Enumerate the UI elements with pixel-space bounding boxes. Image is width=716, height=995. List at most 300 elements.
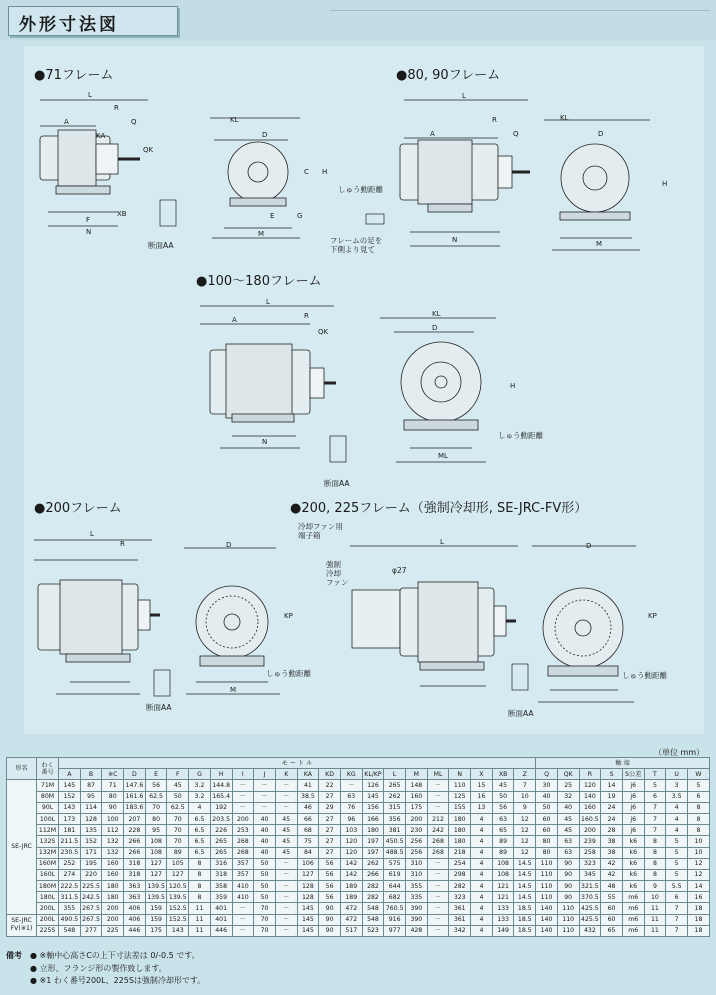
value-cell: 56 [319,881,341,892]
value-cell: 108 [492,858,514,869]
value-cell: 9 [644,881,666,892]
section-aa-225: 断面AA [508,709,534,718]
value-cell: 144.8 [210,780,232,791]
col-header: B [80,769,102,780]
value-cell: 27 [319,847,341,858]
value-cell: 80 [145,813,167,824]
value-cell: 70 [254,914,276,925]
value-cell: 406 [124,903,146,914]
value-cell: 121 [492,892,514,903]
value-cell: 108 [492,869,514,880]
value-cell: 6 [666,892,688,903]
value-cell: 45 [275,836,297,847]
value-cell: 90 [319,914,341,925]
forced-cooling-fan-note: 強制 冷却 ファン [326,560,349,587]
value-cell: 4 [666,802,688,813]
value-cell: 200 [406,813,428,824]
col-header: QK [557,769,579,780]
value-cell: 155 [449,802,471,813]
table-row [7,881,710,892]
value-cell: 11 [189,903,211,914]
dim-L-71: L [88,91,92,99]
value-cell: － [275,881,297,892]
value-cell: － [254,802,276,813]
motor-200-side-view [34,540,160,694]
dim-KP-225: KP [648,612,657,620]
value-cell: 60 [536,813,558,824]
value-cell: 197 [362,836,384,847]
value-cell: 401 [210,914,232,925]
value-cell: 363 [124,881,146,892]
value-cell: 4 [471,836,493,847]
table-row [7,802,710,813]
value-cell: 4 [471,869,493,880]
value-cell: 70 [145,802,167,813]
value-cell: 8 [687,825,709,836]
col-header: D [124,769,146,780]
value-cell: 142 [340,858,362,869]
value-cell: 11 [644,925,666,936]
value-cell: m6 [622,925,644,936]
table-row [7,914,710,925]
value-cell: 298 [449,869,471,880]
value-cell: 277 [80,925,102,936]
value-cell: k6 [622,836,644,847]
value-cell: 63 [340,791,362,802]
value-cell: 110 [557,903,579,914]
value-cell: 171 [80,847,102,858]
value-cell: 548 [362,914,384,925]
value-cell: 323 [579,858,601,869]
frame-cell: 180L [37,892,59,903]
value-cell: 318 [124,858,146,869]
value-cell: 6.5 [189,847,211,858]
section-aa-200: 断面AA [146,703,172,712]
value-cell: 90 [557,892,579,903]
value-cell: － [427,791,449,802]
section-aa-100: 断面AA [324,479,350,488]
value-cell: 12 [514,813,536,824]
frame-cell: 90L [37,802,59,813]
value-cell: 7 [644,802,666,813]
value-cell: 126 [362,780,384,791]
value-cell: 95 [145,825,167,836]
value-cell: 180 [362,825,384,836]
value-cell: 220 [80,869,102,880]
dim-M-71: M [258,230,265,238]
value-cell: 268 [232,836,254,847]
value-cell: 267.5 [80,903,102,914]
value-cell: 145 [59,780,81,791]
page-title: 外形寸法図 [19,15,119,35]
value-cell: 159 [145,903,167,914]
value-cell: 4 [471,858,493,869]
dim-R-71: R [114,104,119,112]
value-cell: 14.5 [514,892,536,903]
value-cell: 265 [384,780,406,791]
value-cell: k6 [622,858,644,869]
col-header: KL/KP [362,769,384,780]
value-cell: 128 [297,881,319,892]
value-cell: 160 [579,802,601,813]
value-cell: 258 [579,847,601,858]
value-cell: 128 [80,813,102,824]
value-cell: 120 [579,780,601,791]
frame-cell: 80M [37,791,59,802]
col-header: K [275,769,297,780]
frame-cell: 132S [37,836,59,847]
value-cell: 50 [254,892,276,903]
value-cell: 189 [340,892,362,903]
frame-cell: 160M [37,858,59,869]
value-cell: 18 [687,925,709,936]
value-cell: 357 [232,869,254,880]
dim-KA-71: KA [96,132,106,140]
value-cell: 50 [254,858,276,869]
value-cell: 517 [340,925,362,936]
dim-L-80: L [462,92,466,100]
note-item: ● ※軸中心高さCの上下寸法差は 0/-0.5 です。 [30,951,200,960]
value-cell: 203.5 [210,813,232,824]
value-cell: 363 [124,892,146,903]
col-header: Q [536,769,558,780]
value-cell: 211.5 [59,836,81,847]
value-cell: 207 [124,813,146,824]
dim-D-200: D [226,541,232,549]
value-cell: 200 [102,903,124,914]
value-cell: 147.6 [124,780,146,791]
section-80-90-frame: ●80, 90フレーム [396,68,501,83]
value-cell: 161.6 [124,791,146,802]
value-cell: 175 [406,802,428,813]
value-cell: k6 [622,881,644,892]
value-cell: 266 [124,836,146,847]
value-cell: 14.5 [514,881,536,892]
value-cell: 253 [232,825,254,836]
value-cell: 120 [340,836,362,847]
value-cell: 268 [427,847,449,858]
value-cell: 282 [449,881,471,892]
value-cell: 145 [297,914,319,925]
value-cell: 226 [210,825,232,836]
value-cell: 8 [644,858,666,869]
value-cell: 8 [687,802,709,813]
value-cell: 345 [579,869,601,880]
value-cell: 488.5 [384,847,406,858]
value-cell: 266 [124,847,146,858]
value-cell: 175 [145,925,167,936]
col-header: W [687,769,709,780]
value-cell: 110 [557,914,579,925]
dim-E-71: E [270,212,275,220]
value-cell: 200 [579,825,601,836]
value-cell: 8 [644,836,666,847]
value-cell: 152.5 [167,903,189,914]
value-cell: 90 [557,881,579,892]
value-cell: 472 [340,903,362,914]
value-cell: 152.5 [167,914,189,925]
value-cell: 140 [536,925,558,936]
value-cell: 10 [687,847,709,858]
col-header: KA [297,769,319,780]
value-cell: 56 [319,869,341,880]
value-cell: 7 [666,903,688,914]
dim-R-100: R [304,312,309,320]
col-header: L [384,769,406,780]
value-cell: 40 [254,836,276,847]
value-cell: 135 [80,825,102,836]
value-cell: 46 [297,802,319,813]
value-cell: 152 [80,836,102,847]
value-cell: 120 [340,847,362,858]
value-cell: 41 [297,780,319,791]
value-cell: 5 [687,780,709,791]
value-cell: 450.5 [384,836,406,847]
value-cell: － [275,925,297,936]
value-cell: 96 [340,813,362,824]
value-cell: 335 [406,892,428,903]
value-cell: 228 [124,825,146,836]
value-cell: － [275,869,297,880]
value-cell: 127 [167,869,189,880]
value-cell: 6 [687,791,709,802]
value-cell: － [232,780,254,791]
value-cell: － [275,858,297,869]
value-cell: 24 [601,813,623,824]
frame-cell: 200L [37,903,59,914]
value-cell: 165.4 [210,791,232,802]
table-row [7,836,710,847]
value-cell: 139.5 [145,892,167,903]
value-cell: 268 [232,847,254,858]
value-cell: － [275,802,297,813]
value-cell: 110 [557,925,579,936]
dim-XB-71: XB [117,210,127,218]
header-row [7,769,710,780]
dim-L-100: L [266,298,270,306]
dim-H-100: H [510,382,516,390]
value-cell: 318 [210,869,232,880]
value-cell: 6 [644,791,666,802]
value-cell: 18 [687,903,709,914]
value-cell: 127 [145,858,167,869]
value-cell: 27 [319,791,341,802]
table-row [7,892,710,903]
value-cell: 148 [406,780,428,791]
value-cell: 70 [167,813,189,824]
value-cell: 11 [644,914,666,925]
value-cell: 192 [210,802,232,813]
col-header: E [145,769,167,780]
col-header: T [644,769,666,780]
value-cell: 45 [557,825,579,836]
value-cell: 356 [384,813,406,824]
value-cell: 50 [492,791,514,802]
value-cell: 103 [340,825,362,836]
value-cell: 160 [406,791,428,802]
value-cell: － [275,892,297,903]
value-cell: 45 [275,847,297,858]
table-row [7,869,710,880]
motor-71-front-view [210,118,303,238]
value-cell: 180 [449,836,471,847]
value-cell: 18.5 [514,903,536,914]
value-cell: 267.5 [80,914,102,925]
value-cell: 62.5 [145,791,167,802]
value-cell: 318 [124,869,146,880]
value-cell: 5 [644,780,666,791]
section-100-180-frame: ●100～180フレーム [196,274,322,289]
value-cell: 181 [59,825,81,836]
col-header: XB [492,769,514,780]
value-cell: 4 [666,813,688,824]
value-cell: 56 [319,892,341,903]
value-cell: 50 [536,802,558,813]
value-cell: 239 [579,836,601,847]
value-cell: 644 [384,881,406,892]
value-cell: 125 [449,791,471,802]
value-cell: － [427,869,449,880]
value-cell: 321.5 [579,881,601,892]
value-cell: 27 [319,813,341,824]
value-cell: 446 [124,925,146,936]
value-cell: － [232,791,254,802]
dim-F-71: F [86,216,91,224]
value-cell: 71 [102,780,124,791]
value-cell: j6 [622,813,644,824]
value-cell: 145 [297,925,319,936]
value-cell: － [232,903,254,914]
bolt-distance-71: しゅう動距離 [338,185,383,194]
value-cell: 55 [601,892,623,903]
value-cell: 212 [427,813,449,824]
value-cell: 619 [384,869,406,880]
value-cell: 4 [471,925,493,936]
value-cell: 127 [297,869,319,880]
value-cell: 6.5 [189,836,211,847]
value-cell: 8 [644,869,666,880]
value-cell: 358 [210,881,232,892]
value-cell: － [275,780,297,791]
value-cell: 121 [492,881,514,892]
value-cell: 230 [406,825,428,836]
dim-D-100: D [432,324,438,332]
value-cell: 7 [666,925,688,936]
value-cell: 27 [319,836,341,847]
value-cell: 173 [59,813,81,824]
table-row [7,791,710,802]
value-cell: 225.5 [80,881,102,892]
value-cell: 472 [340,914,362,925]
value-cell: 406 [124,914,146,925]
value-cell: 29 [319,802,341,813]
dim-QK-71: QK [143,146,154,154]
value-cell: － [427,914,449,925]
value-cell: 410 [232,881,254,892]
table-row [7,858,710,869]
value-cell: 355 [59,903,81,914]
value-cell: 274 [59,869,81,880]
value-cell: 15 [471,780,493,791]
value-cell: 410 [232,892,254,903]
value-cell: 7 [644,825,666,836]
value-cell: － [275,791,297,802]
motor-100-180-front-view [380,318,496,462]
value-cell: 189 [340,881,362,892]
value-cell: 62.5 [167,802,189,813]
value-cell: 75 [297,836,319,847]
table-row [7,847,710,858]
value-cell: 18 [687,914,709,925]
value-cell: 40 [254,847,276,858]
hole-diameter-note: φ27 [392,566,407,575]
value-cell: 65 [492,825,514,836]
value-cell: k6 [622,869,644,880]
value-cell: 106 [297,858,319,869]
value-cell: 200 [102,914,124,925]
value-cell: 139.5 [145,881,167,892]
value-cell: 311.5 [59,892,81,903]
value-cell: 140 [536,914,558,925]
value-cell: 342 [449,925,471,936]
value-cell: 180 [449,813,471,824]
value-cell: 38 [601,836,623,847]
value-cell: 3 [666,780,688,791]
value-cell: 323 [449,892,471,903]
value-cell: 80 [536,836,558,847]
dim-N-71: N [86,228,92,236]
value-cell: 95 [80,791,102,802]
value-cell: 682 [384,892,406,903]
value-cell: 359 [210,892,232,903]
value-cell: 45 [557,813,579,824]
value-cell: 63 [557,836,579,847]
dim-QK-100: QK [318,328,329,336]
frame-cell: 132M [37,847,59,858]
value-cell: 12 [687,858,709,869]
value-cell: 22 [319,780,341,791]
section-aa-71: 断面AA [148,241,174,250]
col-header: G [189,769,211,780]
value-cell: 133 [492,914,514,925]
bolt-distance-225: しゅう動距離 [622,671,667,680]
value-cell: 127 [145,869,167,880]
frame-cell: 71M [37,780,59,791]
value-cell: 133 [492,903,514,914]
value-cell: 230.5 [59,847,81,858]
col-header: KG [340,769,362,780]
value-cell: j6 [622,791,644,802]
bolt-distance-100: しゅう動距離 [498,431,543,440]
col-header: J [254,769,276,780]
value-cell: 4 [471,881,493,892]
value-cell: － [427,925,449,936]
dim-H-71: H [322,168,328,176]
value-cell: － [427,903,449,914]
value-cell: 110 [449,780,471,791]
value-cell: 70 [167,836,189,847]
value-cell: 5 [666,869,688,880]
value-cell: 490.5 [59,914,81,925]
col-header: H [210,769,232,780]
value-cell: 84 [297,847,319,858]
dim-L-200: L [90,530,94,538]
value-cell: 361 [449,903,471,914]
unit-label: （単位 mm） [654,748,705,757]
value-cell: 195 [80,858,102,869]
value-cell: 14 [601,780,623,791]
value-cell: 149 [492,925,514,936]
